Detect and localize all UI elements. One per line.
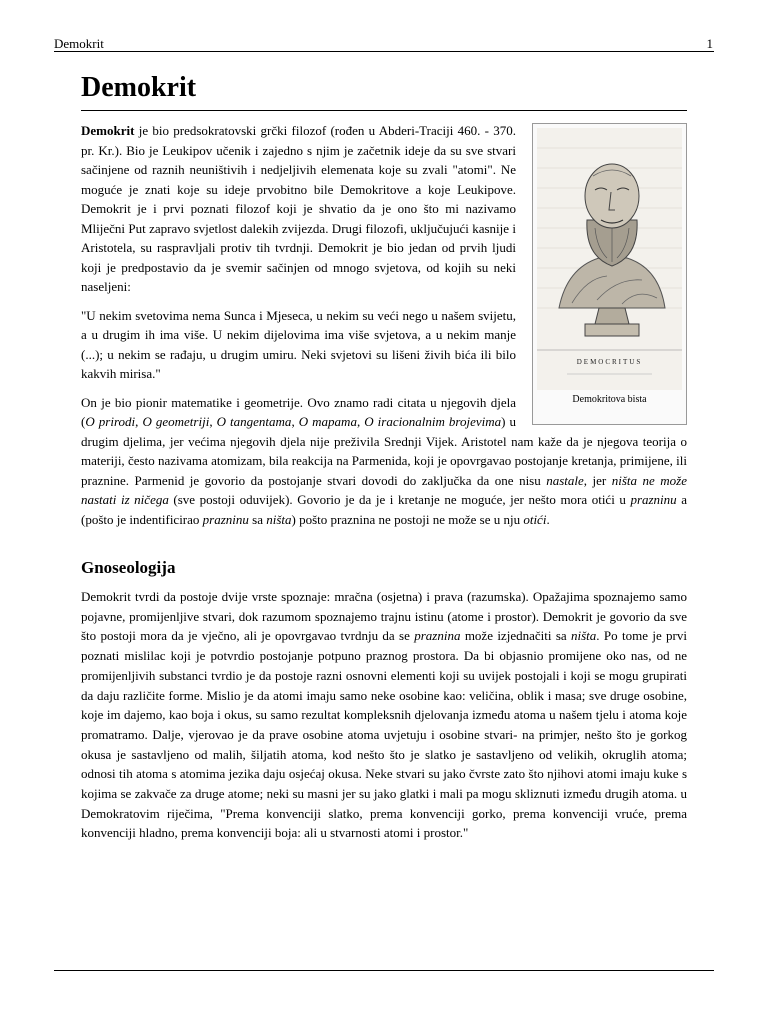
text-run: Demokrit tvrdi da postoje dvije vrste spoznaje: mračna (osjetna) i prava (razumska). Opažajima spoznajemo samo pojavne, promijenljive stvari, dok razumom spoznajemo trajnu istinu (atome i prostor). Demokrit je govorio da sve što postoji mora da je vječno, ali je opovrgavao tvrdnju da se <box>81 589 687 644</box>
work-title: O iracionalnim brojevima <box>364 414 502 429</box>
text-run: , <box>356 414 365 429</box>
text-run: , <box>135 414 143 429</box>
text-run: može izjednačiti sa <box>460 628 571 644</box>
page-number: 1 <box>706 36 713 51</box>
page-title: Demokrit <box>81 72 197 103</box>
article-body <box>81 68 687 843</box>
emphasis: ništa ne može nastati iz ničega <box>81 472 687 507</box>
bust-engraving-image <box>537 128 682 390</box>
title-divider <box>81 110 687 111</box>
text-run: , <box>291 414 299 429</box>
running-header-title: Demokrit <box>54 36 104 51</box>
intro-bold-lead: Demokrit <box>81 123 135 138</box>
text-run: . <box>546 511 550 527</box>
emphasis: prazninu <box>202 511 249 527</box>
text-run: sa <box>248 511 267 527</box>
emphasis: prazninu <box>630 492 677 507</box>
text-run: , <box>209 414 217 429</box>
work-title: O geometriji <box>142 414 210 429</box>
text-run: , jer <box>583 472 612 488</box>
bust-inscription: DEMOCRITUS <box>576 358 643 366</box>
emphasis: ništa <box>571 628 597 644</box>
intro-text: je bio predsokratovski grčki filozof (rođen u Abderi-Traciji 460. - 370. pr. Kr.). Bio je Leukipov učenik i zajedno s njim je začetnik ideje da su sve stvari sačinjene od raznih neuništivih i nedjeljivih elemenata koje su zvali "atomi". Ne moguće je znati koje su ideje prvobitno bile Demokritove a koje Leukipove. Demokrit je i prvi poznati filozof koji je shvatio da je ono što mi nazivamo Mliječni Put zapravo svjetlost dalekih zvijezda. Drugi filozofi, uključujući kasnije i Aristotela, su raspravljali protiv tih tvrdnji. Demokrit je bio jedan od prvih ljudi koji je predpostavio da je svemir sačinjen od mnogo svjetova, od kojih su neki naseljeni: <box>81 123 516 294</box>
emphasis: nastale <box>546 472 584 488</box>
emphasis: praznina <box>414 628 461 644</box>
work-title: O mapama <box>298 414 357 429</box>
text-run: ) u drugim djelima, jer većima njegovih djela nije preživila Srednji Vijek. Aristotel nam kaže da je njegova teorija o materiji, često nazivama atomizam, bila reakcija na Parmenida, koji je opovrgavao postojanje kretanja, primijene, ili praznine. Parmenid je govorio da postojanje stvari dovodi do zaključka da one nisu <box>81 414 687 488</box>
work-title: O tangentama <box>216 414 292 429</box>
footer-divider <box>54 970 714 971</box>
work-title: O prirodi <box>85 414 136 429</box>
section-heading-gnoseologija: Gnoseologija <box>81 558 176 577</box>
text-run: On je bio pionir matematike i geometrije. Ovo znamo radi citata u njegovih djela ( <box>81 394 516 429</box>
quote-paragraph: "U nekim svetovima nema Sunca i Mjeseca, u nekim su veći nego u našem svijetu, a u drugim ih ima više. U nekim dijelovima ima više svjetova, a u nekim manje (...); u nekim se rađaju, u drugim umiru. Neki svjetovi su lišeni živih bića ili bilo kakvih mirisa." <box>81 307 516 381</box>
text-run: (sve postoji oduvijek). Govorio je da je i kretanje ne moguće, jer nešto mora otići u <box>168 492 631 507</box>
gnoseologija-paragraph <box>81 587 687 843</box>
emphasis: otići <box>523 511 547 527</box>
emphasis: ništa <box>266 511 292 527</box>
header-divider <box>54 51 714 52</box>
bust-figure <box>532 123 687 425</box>
text-run: . Po tome je prvi poznati mislilac koji je potvrdio postojanje potpuno praznog prostora. Da bi objasnio promijene oko nas, od ne promijenljivih substanci tvrdio je da postoje razni osnovni elementi koji su uvijek postojali i koji se mogu grupirati da daju različite forme. Mislio je da atomi imaju samo neke osobine kao: veličina, oblik i masa; sve druge osobine, koje im dajemo, kao boja i okus, su samo rezultat kompleksnih djelovanja između atoma u našem tjelu i atoma koje promatramo. Dalje, vjerovao je da prave osobine atoma uvjetuju i osobine stvari- na primjer, nešto što je gorkog okusa je sastavljeno od malih, šiljatih atoma, kod nešto što je slatko je sastavljeno od velikih, okruglih atoma; odnosi tih atoma s atomima jezika daju osjećaj okusa. Neke stvari su jako čvrste zato što njihovi atomi imaju kuke s kojima se zakvače za druge atome; neki su masni jer su jako glatki i mali pa mogu skliznuti između drugih atoma. u Demokratovim riječima, "Prema konvenciji slatko, prema konvenciji gorko, prema konvenciji vruće, prema konvenciji hladno, prema konvenciji boja: ali u stvarnosti atomi i prostor." <box>81 628 688 841</box>
text-run: ) pošto praznina ne postoji ne može se u nju <box>291 511 524 527</box>
figure-caption: Demokritova bista <box>572 394 647 405</box>
text-run: a (pošto je indentificirao <box>81 492 687 527</box>
